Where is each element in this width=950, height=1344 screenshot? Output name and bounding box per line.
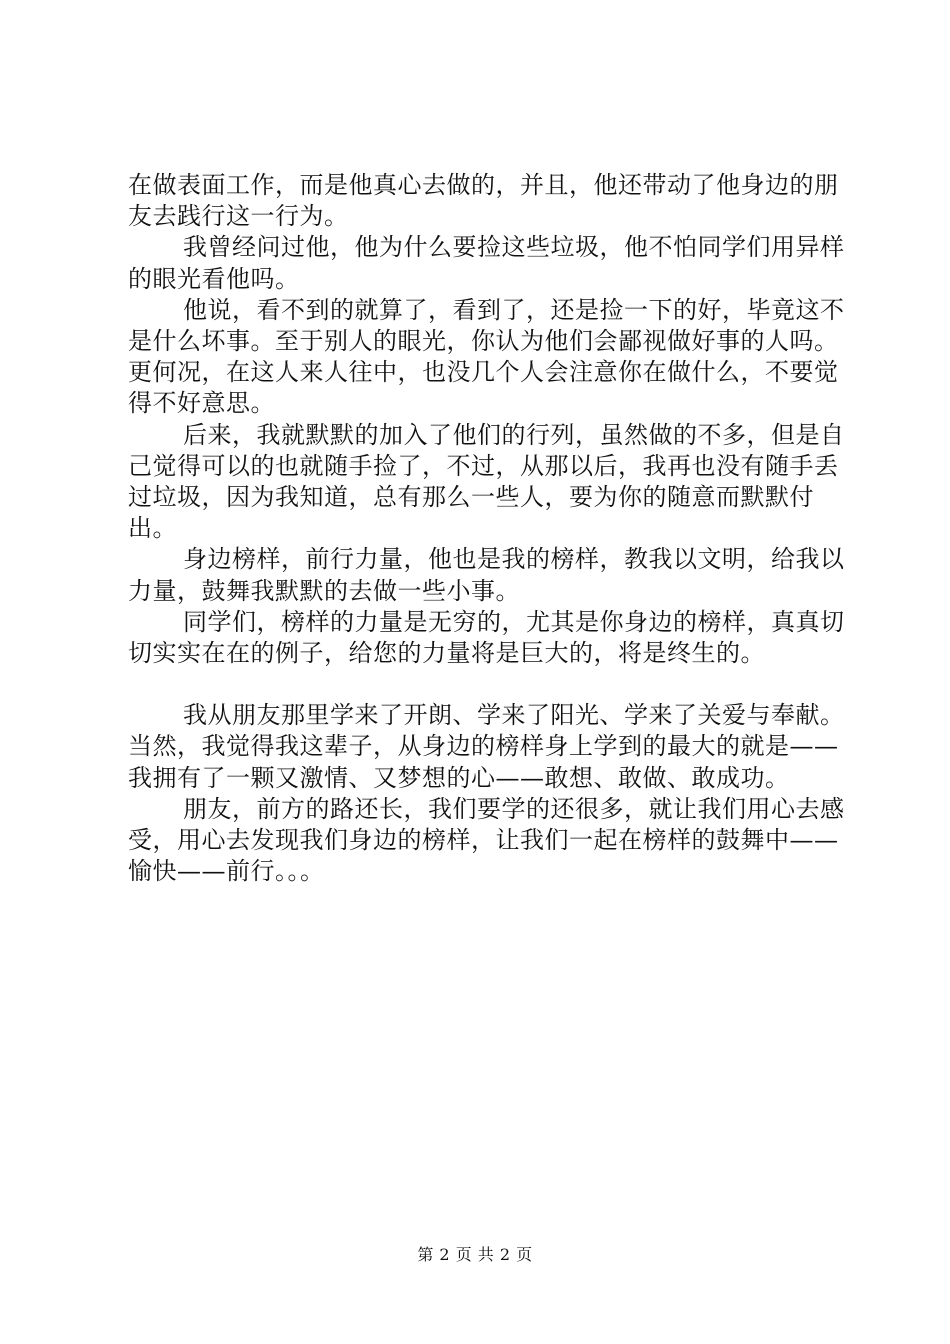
paragraph-4: 后来，我就默默的加入了他们的行列，虽然做的不多，但是自己觉得可以的也就随手捡了，不过，从那以后，我再也没有随手丢过垃圾，因为我知道，总有那么一些人，要为你的随意而默默付出。 <box>128 420 845 543</box>
paragraph-5: 身边榜样，前行力量，他也是我的榜样，教我以文明，给我以力量，鼓舞我默默的去做一些小事。 <box>128 545 845 605</box>
body-text <box>128 170 848 887</box>
paragraph-6: 同学们，榜样的力量是无穷的，尤其是你身边的榜样，真真切切实实在在的例子，给您的力量将是巨大的，将是终生的。 <box>128 607 845 668</box>
paragraph-7: 我从朋友那里学来了开朗、学来了阳光、学来了关爱与奉献。当然，我觉得我这辈子，从身边的榜样身上学到的最大的就是——我拥有了一颗又激情、又梦想的心——敢想、敢做、敢成功。 <box>128 701 845 792</box>
paragraph-2: 我曾经问过他，他为什么要捡这些垃圾，他不怕同学们用异样的眼光看他吗。 <box>128 233 845 293</box>
paragraph-8: 朋友，前方的路还长，我们要学的还很多，就让我们用心去感受，用心去发现我们身边的榜样，让我们一起在榜样的鼓舞中——愉快——前行。。。 <box>128 794 845 886</box>
page-footer: 第 2 页 共 2 页 <box>417 1245 533 1264</box>
paragraph-1: 在做表面工作，而是他真心去做的，并且，他还带动了他身边的朋友去践行这一行为。 <box>128 171 839 231</box>
paragraph-3: 他说，看不到的就算了，看到了，还是捡一下的好，毕竟这不是什么坏事。至于别人的眼光，你认为他们会鄙视做好事的人吗。更何况，在这人来人往中，也没几个人会注意你在做什么，不要觉得不好意思。 <box>128 295 845 418</box>
